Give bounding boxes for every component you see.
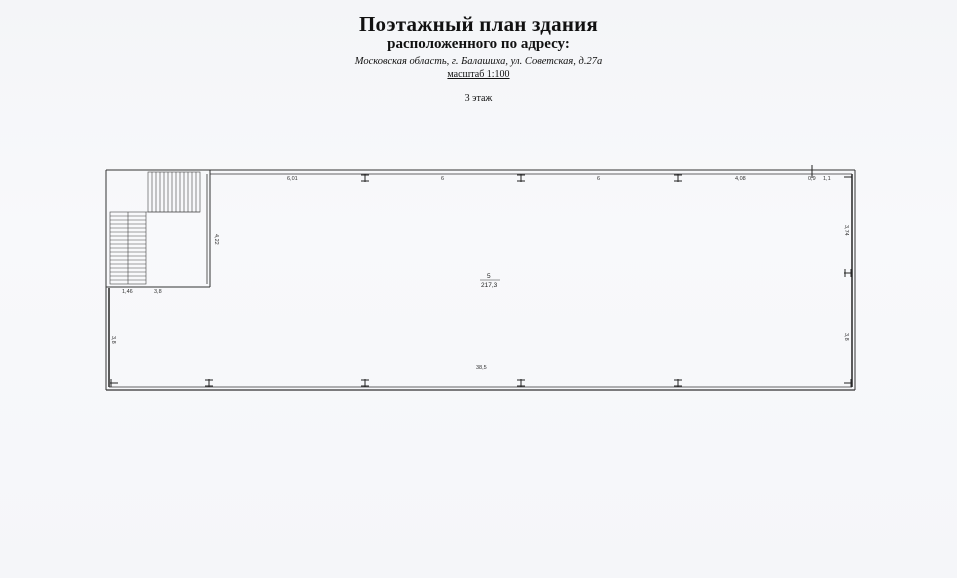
column-marker [517, 174, 525, 182]
dimension-top-1: 6,01 [287, 176, 298, 182]
dimension-stair-height: 4,22 [213, 234, 219, 245]
dimension-bottom-total: 38,5 [476, 365, 487, 371]
top-column-markers [361, 174, 682, 182]
dimension-top-5: 0,9 [808, 176, 816, 182]
document-subtitle: расположенного по адресу: [387, 36, 570, 52]
column-marker [517, 379, 525, 387]
column-marker [674, 379, 682, 387]
side-markers [110, 165, 852, 387]
column-marker [361, 379, 369, 387]
dimension-left-wall: 3,8 [110, 336, 116, 344]
column-marker [205, 379, 213, 387]
dimension-top-3: 6 [597, 176, 601, 182]
dimension-top-4: 4,08 [735, 176, 746, 182]
dimension-right-upper: 3,74 [843, 225, 849, 236]
dimension-right-lower: 3,8 [843, 333, 849, 341]
column-marker [674, 174, 682, 182]
dimension-stair-width: 3,8 [154, 289, 162, 295]
room-number: 5 [487, 273, 491, 280]
dimension-top-2: 6 [441, 176, 445, 182]
dimension-stair-left: 1,46 [122, 289, 133, 295]
floor-label: 3 этаж [464, 93, 493, 104]
document-title: Поэтажный план здания [359, 12, 598, 36]
bottom-column-markers [205, 379, 682, 387]
staircase [110, 172, 200, 284]
building-address: Московская область, г. Балашиха, ул. Советская, д.27а [354, 56, 603, 67]
column-marker [361, 174, 369, 182]
dimension-top-6: 1,1 [823, 176, 831, 182]
room-area: 217,3 [481, 282, 498, 289]
scale-text: масштаб 1:100 [447, 69, 510, 80]
